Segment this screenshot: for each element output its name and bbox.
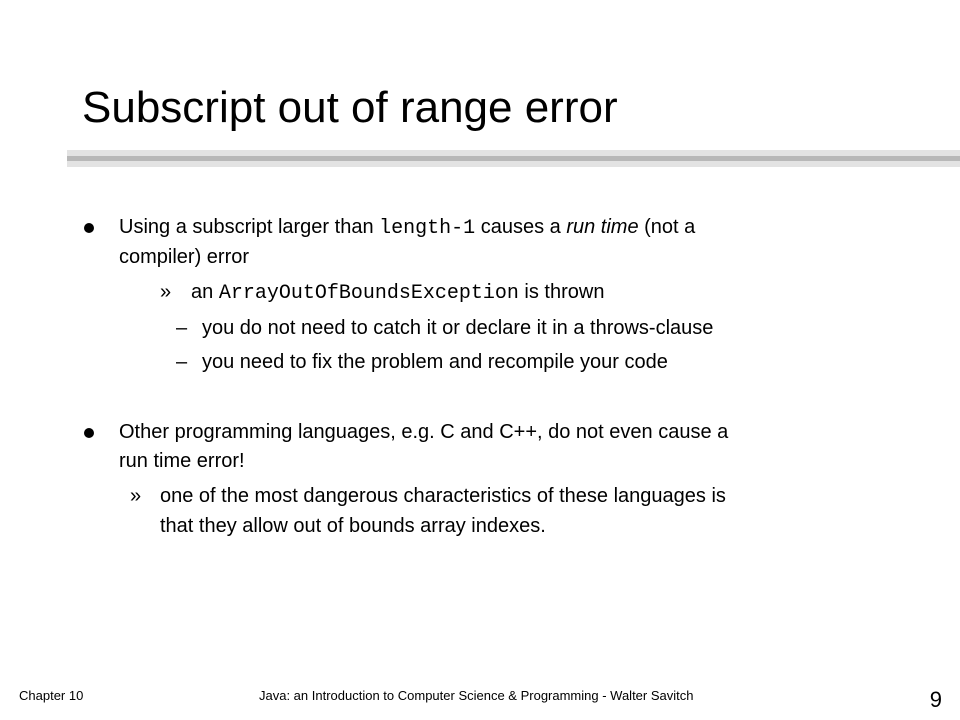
sub-sub-bullet-marker: – — [176, 317, 188, 339]
bullet-2-sub-line-2: that they allow out of bounds array indexes. — [160, 515, 546, 537]
bullet-1-emphasis: run time — [566, 216, 639, 238]
bullet-1-text-a: Using a subscript larger than — [119, 216, 380, 238]
bullet-1-sub-suffix: is thrown — [518, 281, 605, 303]
bullet-1-sub-item-1: you do not need to catch it or declare it in a throws-clause — [202, 317, 714, 339]
bullet-1-line-1 — [119, 215, 695, 241]
bullet-1-sub-prefix: an — [191, 281, 219, 303]
sub-sub-bullet-marker: – — [176, 351, 188, 373]
bullet-1-text-c: (not a — [638, 216, 696, 238]
slide-title: Subscript out of range error — [82, 83, 618, 132]
sub-bullet-marker: » — [160, 281, 172, 303]
bullet-2-line-2: run time error! — [119, 450, 245, 472]
footer-book-title: Java: an Introduction to Computer Science & Programming - Walter Savitch — [259, 688, 694, 703]
sub-bullet-marker: » — [130, 485, 142, 507]
footer-chapter: Chapter 10 — [19, 688, 84, 703]
bullet-1-code: length-1 — [379, 217, 476, 240]
bullet-1-sub-line — [191, 280, 604, 306]
bullet-1-text-b: causes a — [475, 216, 567, 238]
page-number: 9 — [929, 687, 942, 712]
bullet-dot-icon — [84, 223, 94, 233]
bullet-dot-icon — [84, 428, 94, 438]
bullet-1-line-2: compiler) error — [119, 246, 250, 268]
bullet-1-sub-item-2: you need to fix the problem and recompile your code — [202, 351, 668, 373]
bullet-2-sub-line-1: one of the most dangerous characteristics of these languages is — [160, 485, 726, 507]
bullet-1-sub-code: ArrayOutOfBoundsException — [218, 282, 519, 305]
bullet-2-line-1: Other programming languages, e.g. C and C++, do not even cause a — [119, 421, 729, 443]
